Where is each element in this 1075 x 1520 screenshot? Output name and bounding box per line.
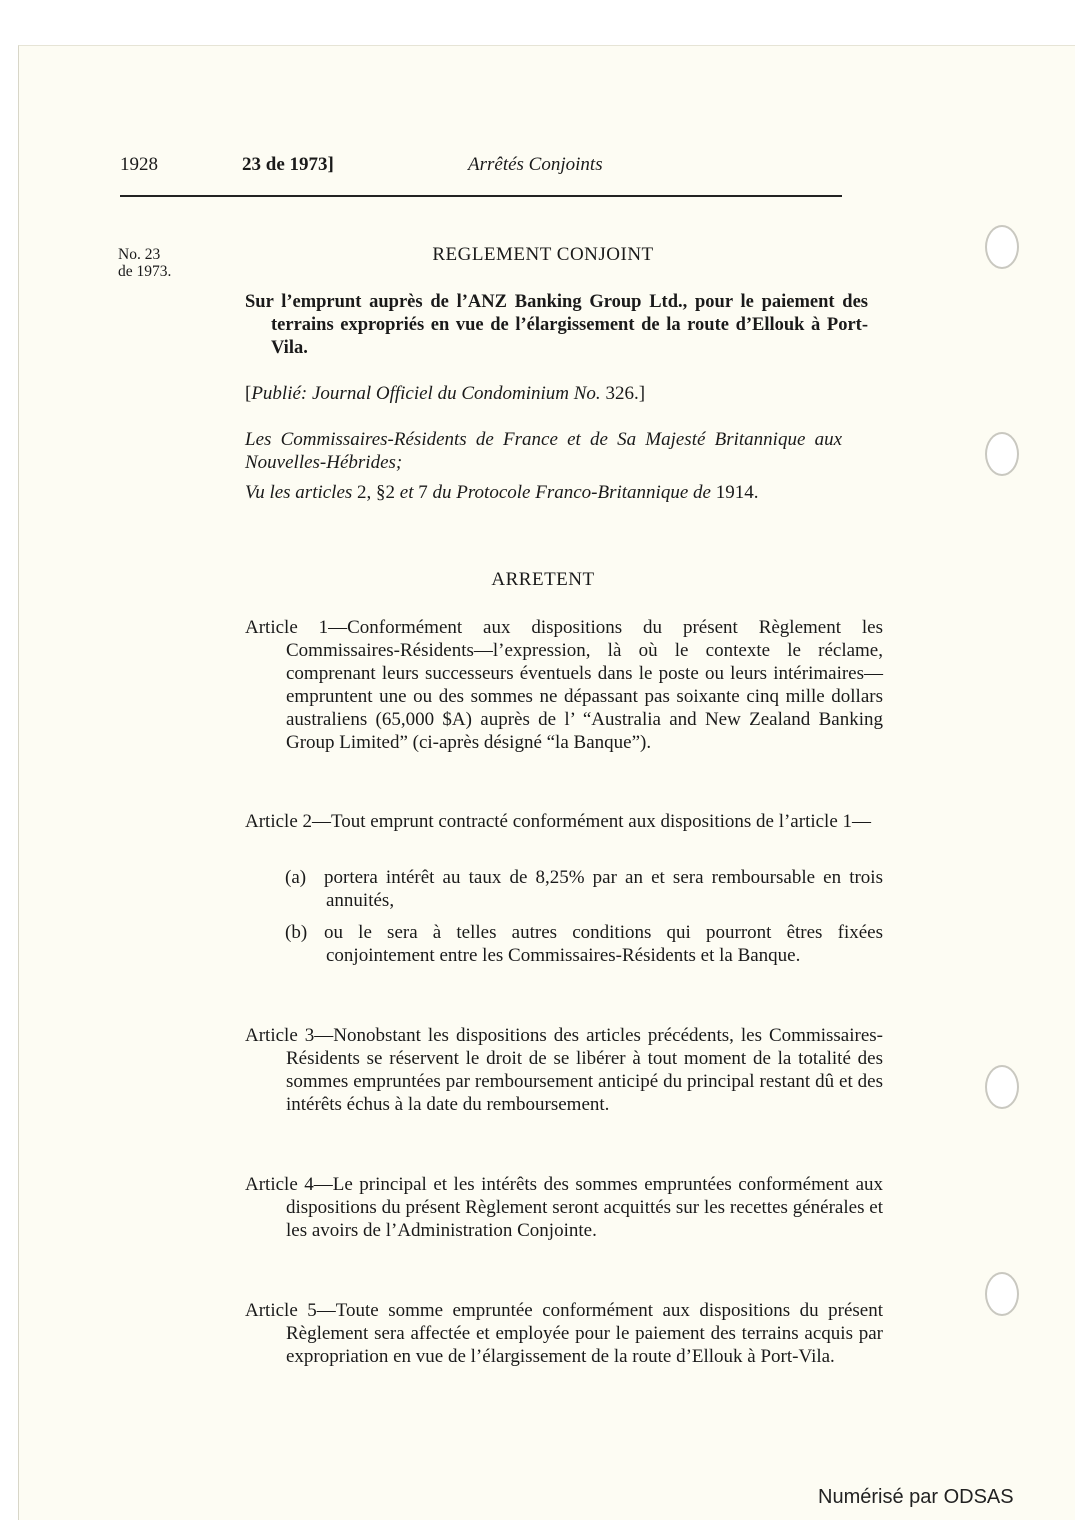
header-reference: 23 de 1973]: [242, 154, 334, 175]
binder-hole: [985, 1065, 1019, 1109]
item-text: portera intérêt au taux de 8,25% par an et sera remboursable en trois annuités,: [324, 867, 883, 911]
document-subject: Sur l’emprunt auprès de l’ANZ Banking Group Ltd., pour le paiement des terrains expropriés en vue de l’élargissement de la route d’Ellouk à Port-Vila.: [245, 292, 868, 358]
preamble-article-ref: 2, §2: [357, 482, 396, 503]
digitization-credit: Numérisé par ODSAS: [818, 1486, 1014, 1508]
item-label: (b): [285, 922, 308, 943]
preamble-considering: [245, 481, 842, 504]
article-3: Article 3—Nonobstant les dispositions des articles précédents, les Commissaires-Résidents se réservent le droit de se libérer à tout moment de la totalité des sommes empruntées par remboursement anticipé du principal restant dû et des intérêts échus à la date du remboursement.: [245, 1025, 883, 1115]
margin-note: [118, 246, 171, 280]
article-1: Article 1—Conformément aux dispositions du présent Règlement les Commissaires-Résidents—l’expression, là où le contexte le réclame, comprenant leurs successeurs éventuels dans le poste ou leurs intérimaires—empruntent une ou des sommes ne dépassant pas soixante cinq mille dollars australiens (65,000 $A) auprès de l’ “Australia and New Zealand Banking Group Limited” (ci-après désigné “la Banque”).: [245, 617, 883, 753]
margin-note-year: de 1973.: [118, 263, 172, 280]
binder-hole: [985, 225, 1019, 269]
preamble-text: et: [395, 482, 419, 503]
binder-hole: [985, 1272, 1019, 1316]
bracket-open: [: [245, 383, 252, 404]
decree-heading: ARRETENT: [491, 569, 595, 590]
document-heading: REGLEMENT CONJOINT: [432, 244, 654, 265]
margin-note-number: No. 23: [118, 246, 161, 263]
preamble-article-ref: 7: [418, 482, 428, 503]
preamble-text: du Protocole Franco-Britannique de: [427, 482, 716, 503]
article-5: Article 5—Toute somme empruntée conformément aux dispositions du présent Règlement sera affectée et employée pour le paiement des terrains acquis par expropriation en vue de l’élargissement de la route d’Ellouk à Port-Vila.: [245, 1300, 883, 1367]
article-2-intro: Article 2—Tout emprunt contracté conformément aux dispositions de l’article 1—: [245, 811, 872, 832]
article-2-item-b: [285, 921, 883, 967]
article-2-item-a: [285, 866, 883, 912]
page-number: 1928: [120, 154, 158, 175]
item-label: (a): [285, 867, 307, 888]
publication-source: Publié: Journal Officiel du Condominium No.: [251, 383, 601, 404]
publication-number: 326.]: [600, 383, 646, 404]
item-text: ou le sera à telles autres conditions qui pourront êtres fixées conjointement entre les Commissaires-Résidents et la Banque.: [324, 922, 883, 966]
running-title: Arrêtés Conjoints: [468, 154, 603, 175]
preamble-text: Vu les articles: [245, 482, 358, 503]
preamble-year: 1914.: [715, 482, 759, 503]
publication-reference: [245, 382, 842, 405]
preamble-commissioners: Les Commissaires-Résidents de France et de Sa Majesté Britannique aux Nouvelles-Hébrides;: [245, 429, 842, 473]
article-4: Article 4—Le principal et les intérêts des sommes empruntées conformément aux dispositions du présent Règlement seront acquittés sur les recettes générales et les avoirs de l’Administration Conjointe.: [245, 1174, 883, 1241]
binder-hole: [985, 432, 1019, 476]
header-rule: [120, 195, 842, 197]
